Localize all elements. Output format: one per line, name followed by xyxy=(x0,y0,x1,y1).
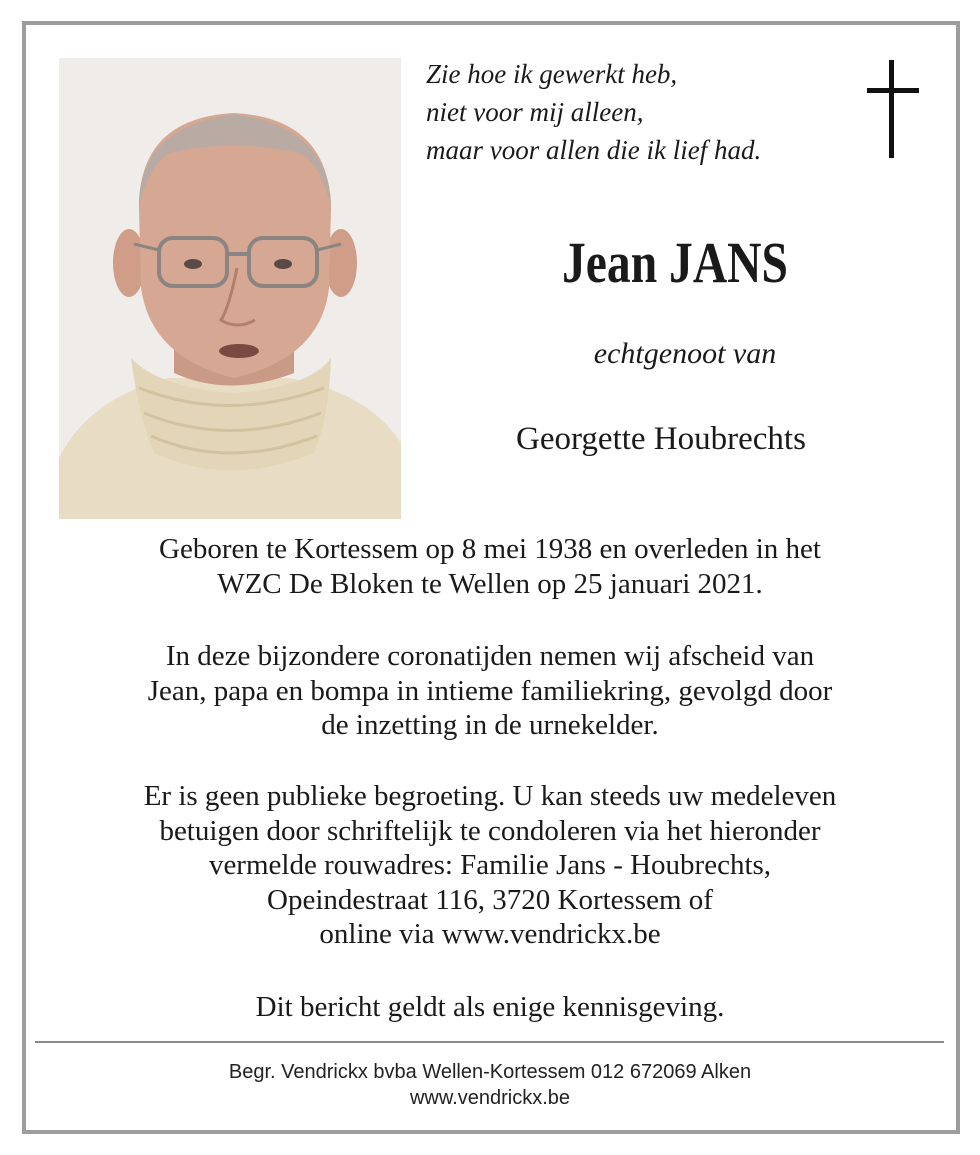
birth-death-paragraph xyxy=(40,532,940,601)
farewell-paragraph xyxy=(40,639,940,743)
paragraph-line: In deze bijzondere coronatijden nemen wij afscheid van xyxy=(165,640,815,672)
portrait-photo xyxy=(59,58,401,519)
notice-paragraph: Dit bericht geldt als enige kennisgeving. xyxy=(255,991,725,1023)
paragraph-line: Er is geen publieke begroeting. U kan steeds uw medeleven xyxy=(143,780,837,812)
poem-line: maar voor allen die ik lief had. xyxy=(426,135,762,165)
footer-divider xyxy=(35,1041,944,1043)
poem-line: niet voor mij alleen, xyxy=(426,97,644,127)
paragraph-line: vermelde rouwadres: Familie Jans - Houbrechts, xyxy=(208,849,772,881)
funeral-home-footer xyxy=(40,1059,940,1111)
cross-icon xyxy=(862,60,924,160)
relation-label: echtgenoot van xyxy=(593,337,777,370)
paragraph-line: Geboren te Kortessem op 8 mei 1938 en overleden in het xyxy=(159,533,821,565)
portrait-illustration xyxy=(59,58,401,519)
footer-website: www.vendrickx.be xyxy=(409,1087,571,1109)
paragraph-line: Opeindestraat 116, 3720 Kortessem of xyxy=(267,883,713,916)
deceased-name: Jean JANS xyxy=(562,230,788,295)
memorial-poem xyxy=(426,55,846,169)
paragraph-line: betuigen door schriftelijk te condoleren via het hieronder xyxy=(159,814,821,847)
paragraph-line: de inzetting in de urnekelder. xyxy=(321,709,659,741)
footer-contact: Begr. Vendrickx bvba Wellen-Kortessem 012 672069 Alken xyxy=(228,1061,752,1083)
spouse-name: Georgette Houbrechts xyxy=(516,421,806,457)
condolence-paragraph xyxy=(40,779,940,952)
paragraph-line: WZC De Bloken te Wellen op 25 januari 2021. xyxy=(217,567,763,600)
paragraph-line: online via www.vendrickx.be xyxy=(319,918,661,950)
poem-line: Zie hoe ik gewerkt heb, xyxy=(426,59,678,89)
paragraph-line: Jean, papa en bompa in intieme familiekring, gevolgd door xyxy=(147,674,833,707)
